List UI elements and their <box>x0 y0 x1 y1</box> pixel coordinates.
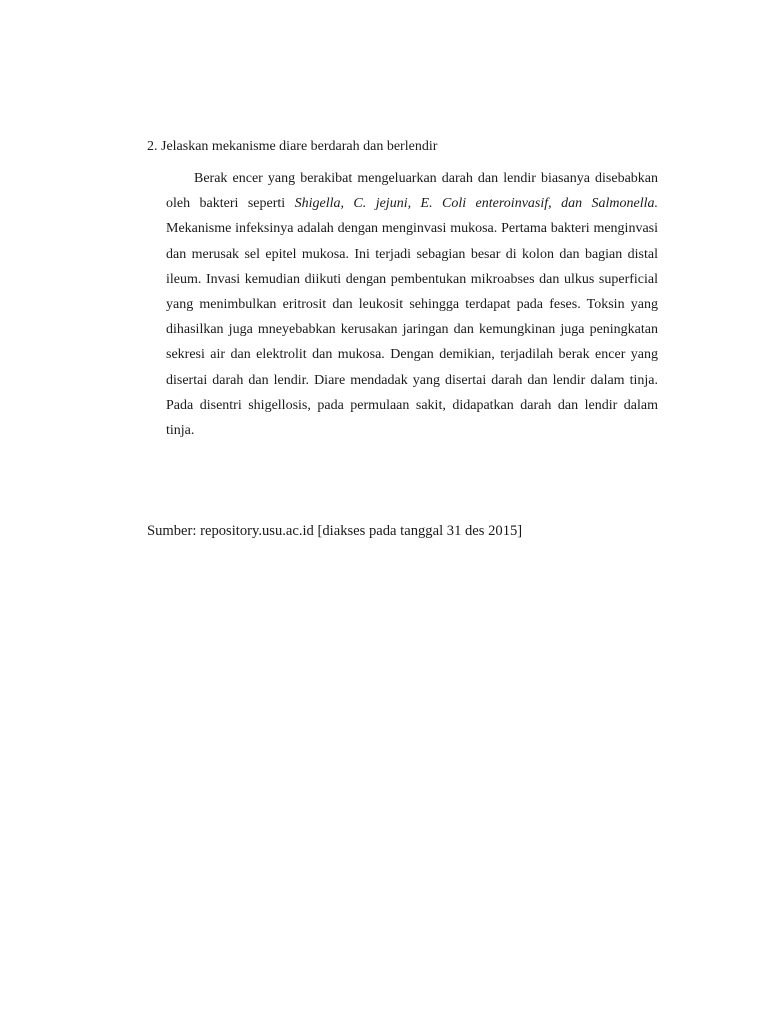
source-citation: Sumber: repository.usu.ac.id [diakses pada tanggal 31 des 2015] <box>147 523 523 539</box>
organism-list: Shigella, C. jejuni, E. Coli enteroinvasif, dan Salmonella. <box>294 196 659 212</box>
question-heading: 2. Jelaskan mekanisme diare berdarah dan berlendir <box>147 139 438 154</box>
answer-text-part-2: Mekanisme infeksinya adalah dengan menginvasi mukosa. Pertama bakteri menginvasi dan merusak sel epitel mukosa. Ini terjadi sebagian besar di kolon dan bagian distal ileum. Invasi kemudian diikuti dengan pembentukan mikroabses dan ulkus superficial yang menimbulkan eritrosit dan leukosit sehingga terdapat pada feses. Toksin yang dihasilkan juga mneyebabkan kerusakan jaringan dan kemungkinan juga peningkatan sekresi air dan elektrolit dan mukosa. Dengan demikian, terjadilah berak encer yang disertai darah dan lendir. Diare mendadak yang disertai darah dan lendir dalam tinja. Pada disentri shigellosis, pada permulaan sakit, didapatkan darah dan lendir dalam tinja. <box>166 221 658 439</box>
answer-paragraph <box>166 166 658 443</box>
answer-text-part-1: Berak encer yang berakibat mengeluarkan darah dan lendir biasanya disebabkan oleh bakteri seperti <box>166 171 658 212</box>
